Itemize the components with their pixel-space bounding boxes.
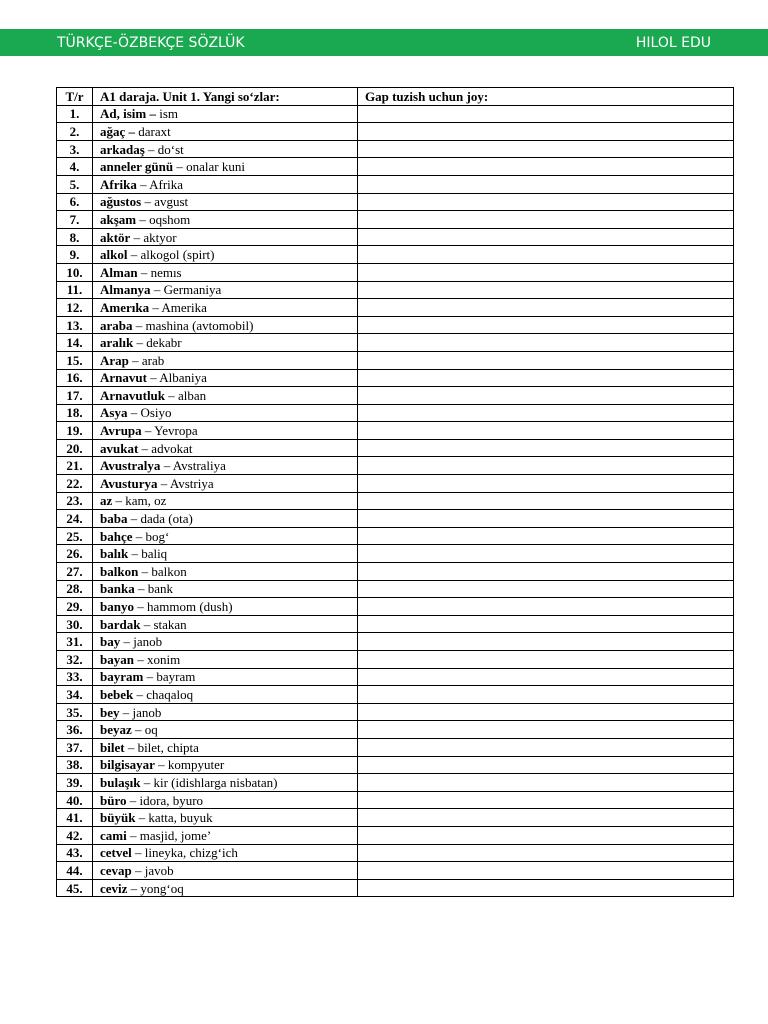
sentence-space-cell[interactable] [358,615,734,633]
turkish-word: cetvel [100,845,132,861]
vocab-entry [93,193,358,211]
sentence-space-cell[interactable] [358,809,734,827]
turkish-word: avukat [100,440,139,456]
vocab-entry [93,580,358,598]
uzbek-meaning: – Yevropa [141,423,198,439]
turkish-word: Amerıka [100,299,150,315]
table-row [57,193,734,211]
table-row [57,862,734,880]
column-header-number: T/r [57,88,93,106]
table-row [57,228,734,246]
uzbek-meaning: – mashina (avtomobil) [132,317,254,333]
uzbek-meaning: – hammom (dush) [133,599,233,615]
turkish-word: Afrika [100,176,137,192]
uzbek-meaning: – masjid, jome’ [126,827,212,843]
turkish-word: bayan [100,651,134,667]
turkish-word: Avusturya [100,475,158,491]
table-row [57,791,734,809]
row-number: 8. [57,228,93,246]
turkish-word: büyük [100,810,136,826]
vocab-entry [93,475,358,493]
sentence-space-cell[interactable] [358,475,734,493]
table-row [57,123,734,141]
vocab-entry [93,774,358,792]
sentence-space-cell[interactable] [358,422,734,440]
turkish-word: bilgisayar [100,757,155,773]
turkish-word: bey [100,704,120,720]
vocab-entry [93,686,358,704]
uzbek-meaning: – bank [134,581,173,597]
sentence-space-cell[interactable] [358,299,734,317]
row-number: 12. [57,299,93,317]
table-row [57,510,734,528]
vocab-entry [93,738,358,756]
table-row [57,211,734,229]
turkish-word: bulaşık [100,774,141,790]
turkish-word: Asya [100,405,128,421]
sentence-space-cell[interactable] [358,369,734,387]
row-number: 10. [57,263,93,281]
row-number: 19. [57,422,93,440]
vocab-entry [93,756,358,774]
table-row [57,668,734,686]
row-number: 31. [57,633,93,651]
sentence-space-cell[interactable] [358,580,734,598]
uzbek-meaning: – do‘st [144,141,184,157]
vocab-entry [93,862,358,880]
vocab-entry [93,651,358,669]
turkish-word: ceviz [100,880,128,896]
table-row [57,826,734,844]
vocabulary-table [56,87,734,897]
table-row [57,651,734,669]
vocab-entry [93,387,358,405]
sentence-space-cell[interactable] [358,703,734,721]
turkish-word: ağustos [100,194,142,210]
row-number: 26. [57,545,93,563]
sentence-space-cell[interactable] [358,844,734,862]
sentence-space-cell[interactable] [358,439,734,457]
sentence-space-cell[interactable] [358,158,734,176]
turkish-word: Ad, isim – [100,106,156,122]
vocab-entry [93,105,358,123]
vocab-entry [93,563,358,581]
row-number: 27. [57,563,93,581]
sentence-space-cell[interactable] [358,334,734,352]
sentence-space-cell[interactable] [358,721,734,739]
sentence-space-cell[interactable] [358,862,734,880]
vocab-entry [93,299,358,317]
table-row [57,439,734,457]
uzbek-meaning: daraxt [135,123,171,139]
turkish-word: arkadaş [100,141,145,157]
uzbek-meaning: – Avstriya [157,475,214,491]
table-row [57,703,734,721]
vocab-entry [93,545,358,563]
table-row [57,527,734,545]
uzbek-meaning: – Amerika [149,299,207,315]
uzbek-meaning: – avgust [141,194,189,210]
sentence-space-cell[interactable] [358,492,734,510]
uzbek-meaning: – chaqaloq [133,686,194,702]
sentence-space-cell[interactable] [358,633,734,651]
uzbek-meaning: – onalar kuni [173,159,245,175]
table-row [57,158,734,176]
turkish-word: balkon [100,563,139,579]
sentence-space-cell[interactable] [358,527,734,545]
sentence-space-cell[interactable] [358,457,734,475]
sentence-space-cell[interactable] [358,404,734,422]
uzbek-meaning: – yong‘oq [127,880,184,896]
turkish-word: akşam [100,211,137,227]
row-number: 18. [57,404,93,422]
vocab-entry [93,668,358,686]
row-number: 32. [57,651,93,669]
table-row [57,844,734,862]
row-number: 39. [57,774,93,792]
sentence-space-cell[interactable] [358,686,734,704]
row-number: 36. [57,721,93,739]
row-number: 5. [57,175,93,193]
table-row [57,299,734,317]
table-row [57,563,734,581]
sentence-space-cell[interactable] [358,651,734,669]
uzbek-meaning: – oqshom [136,211,191,227]
row-number: 2. [57,123,93,141]
sentence-space-cell[interactable] [358,756,734,774]
uzbek-meaning: – Avstraliya [160,458,226,474]
column-header-sentence-space: Gap tuzish uchun joy: [358,88,734,106]
uzbek-meaning: – janob [119,704,162,720]
vocab-entry [93,281,358,299]
sentence-space-cell[interactable] [358,774,734,792]
vocab-entry [93,809,358,827]
row-number: 28. [57,580,93,598]
row-number: 29. [57,598,93,616]
table-row [57,580,734,598]
table-row [57,809,734,827]
row-number: 24. [57,510,93,528]
uzbek-meaning: – javob [131,862,174,878]
turkish-word: bay [100,634,121,650]
table-row [57,475,734,493]
row-number: 38. [57,756,93,774]
sentence-space-cell[interactable] [358,351,734,369]
turkish-word: banyo [100,599,134,615]
row-number: 3. [57,140,93,158]
turkish-word: aralık [100,335,134,351]
turkish-word: büro [100,792,127,808]
row-number: 20. [57,439,93,457]
sentence-space-cell[interactable] [358,140,734,158]
uzbek-meaning: – xonim [133,651,181,667]
uzbek-meaning: – Albaniya [146,370,207,386]
table-row [57,615,734,633]
row-number: 34. [57,686,93,704]
vocab-entry [93,211,358,229]
vocab-entry [93,228,358,246]
row-number: 1. [57,105,93,123]
turkish-word: alkol [100,247,128,263]
vocab-entry [93,527,358,545]
uzbek-meaning: – balkon [138,563,187,579]
vocab-entry [93,791,358,809]
sentence-space-cell[interactable] [358,316,734,334]
vocab-entry [93,316,358,334]
table-row [57,879,734,897]
vocab-entry [93,844,358,862]
sentence-space-cell[interactable] [358,228,734,246]
row-number: 13. [57,316,93,334]
table-row [57,351,734,369]
turkish-word: ağaç – [100,123,136,139]
sentence-space-cell[interactable] [358,246,734,264]
row-number: 43. [57,844,93,862]
turkish-word: beyaz [100,722,132,738]
uzbek-meaning: – kompyuter [154,757,225,773]
sentence-space-cell[interactable] [358,175,734,193]
table-row [57,738,734,756]
row-number: 22. [57,475,93,493]
vocabulary-table-body [57,105,734,897]
uzbek-meaning: – idora, byuro [126,792,204,808]
vocab-entry [93,123,358,141]
vocab-entry [93,598,358,616]
vocab-entry [93,246,358,264]
uzbek-meaning: – nemıs [137,264,182,280]
table-row [57,457,734,475]
row-number: 17. [57,387,93,405]
uzbek-meaning: – alkogol (spirt) [127,247,215,263]
column-header-words: A1 daraja. Unit 1. Yangi so‘zlar: [93,88,358,106]
uzbek-meaning: – baliq [128,546,168,562]
row-number: 37. [57,738,93,756]
sentence-space-cell[interactable] [358,826,734,844]
table-row [57,369,734,387]
turkish-word: Alman [100,264,138,280]
turkish-word: Almanya [100,282,151,298]
vocab-entry [93,510,358,528]
row-number: 45. [57,879,93,897]
vocab-entry [93,457,358,475]
uzbek-meaning: – bilet, chipta [124,739,199,755]
row-number: 14. [57,334,93,352]
table-row [57,105,734,123]
table-row [57,175,734,193]
row-number: 11. [57,281,93,299]
row-number: 23. [57,492,93,510]
table-row [57,545,734,563]
sentence-space-cell[interactable] [358,193,734,211]
sentence-space-cell[interactable] [358,791,734,809]
turkish-word: aktör [100,229,131,245]
vocab-entry [93,615,358,633]
turkish-word: araba [100,317,133,333]
vocab-entry [93,334,358,352]
row-number: 16. [57,369,93,387]
table-header-row [57,88,734,106]
vocab-entry [93,633,358,651]
turkish-word: bardak [100,616,141,632]
vocab-entry [93,422,358,440]
uzbek-meaning: – Osiyo [127,405,172,421]
sentence-space-cell[interactable] [358,263,734,281]
uzbek-meaning: – Afrika [136,176,184,192]
row-number: 35. [57,703,93,721]
vocab-entry [93,703,358,721]
vocab-entry [93,369,358,387]
vocab-entry [93,351,358,369]
sentence-space-cell[interactable] [358,211,734,229]
turkish-word: Arnavutluk [100,387,166,403]
document-title: TÜRKÇE-ÖZBEKÇE SÖZLÜK [57,35,245,51]
table-row [57,633,734,651]
turkish-word: balık [100,546,129,562]
table-row [57,281,734,299]
turkish-word: Arnavut [100,370,147,386]
table-row [57,756,734,774]
vocab-entry [93,879,358,897]
vocab-entry [93,175,358,193]
table-row [57,598,734,616]
turkish-word: cevap [100,862,132,878]
row-number: 25. [57,527,93,545]
sentence-space-cell[interactable] [358,879,734,897]
uzbek-meaning: – advokat [138,440,193,456]
turkish-word: Avrupa [100,423,142,439]
uzbek-meaning: – oq [131,722,158,738]
table-row [57,334,734,352]
sentence-space-cell[interactable] [358,668,734,686]
sentence-space-cell[interactable] [358,510,734,528]
table-row [57,422,734,440]
uzbek-meaning: – janob [120,634,163,650]
row-number: 9. [57,246,93,264]
row-number: 15. [57,351,93,369]
row-number: 21. [57,457,93,475]
uzbek-meaning: ism [155,106,179,122]
uzbek-meaning: – lineyka, chizg‘ich [131,845,238,861]
uzbek-meaning: – alban [165,387,207,403]
turkish-word: banka [100,581,135,597]
uzbek-meaning: – dada (ota) [127,511,193,527]
row-number: 40. [57,791,93,809]
table-row [57,246,734,264]
uzbek-meaning: – arab [128,352,165,368]
uzbek-meaning: – aktyor [130,229,177,245]
turkish-word: bahçe [100,528,133,544]
table-row [57,263,734,281]
header-banner [0,29,768,56]
sentence-space-cell[interactable] [358,545,734,563]
turkish-word: bebek [100,686,134,702]
sentence-space-cell[interactable] [358,563,734,581]
row-number: 4. [57,158,93,176]
table-row [57,686,734,704]
row-number: 30. [57,615,93,633]
table-row [57,316,734,334]
sentence-space-cell[interactable] [358,598,734,616]
vocab-entry [93,492,358,510]
vocab-entry [93,721,358,739]
vocab-entry [93,158,358,176]
sentence-space-cell[interactable] [358,105,734,123]
row-number: 7. [57,211,93,229]
turkish-word: Arap [100,352,129,368]
turkish-word: bilet [100,739,125,755]
row-number: 42. [57,826,93,844]
uzbek-meaning: – Germaniya [150,282,222,298]
turkish-word: cami [100,827,127,843]
table-row [57,721,734,739]
table-row [57,774,734,792]
row-number: 6. [57,193,93,211]
uzbek-meaning: – kam, oz [112,493,167,509]
row-number: 33. [57,668,93,686]
vocab-entry [93,263,358,281]
turkish-word: bayram [100,669,144,685]
uzbek-meaning: – kir (idishlarga nisbatan) [140,774,278,790]
sentence-space-cell[interactable] [358,281,734,299]
uzbek-meaning: – katta, buyuk [135,810,213,826]
sentence-space-cell[interactable] [358,387,734,405]
table-row [57,387,734,405]
uzbek-meaning: – dekabr [133,335,182,351]
vocab-entry [93,439,358,457]
sentence-space-cell[interactable] [358,123,734,141]
table-row [57,140,734,158]
table-row [57,404,734,422]
vocab-entry [93,140,358,158]
uzbek-meaning: – stakan [140,616,187,632]
brand-name: HILOL EDU [635,35,711,51]
uzbek-meaning: – bayram [143,669,196,685]
turkish-word: Avustralya [100,458,161,474]
uzbek-meaning: – bog‘ [132,528,170,544]
turkish-word: az [100,493,113,509]
vocab-entry [93,404,358,422]
row-number: 41. [57,809,93,827]
turkish-word: anneler günü [100,159,174,175]
table-row [57,492,734,510]
turkish-word: baba [100,511,128,527]
sentence-space-cell[interactable] [358,738,734,756]
vocab-entry [93,826,358,844]
row-number: 44. [57,862,93,880]
